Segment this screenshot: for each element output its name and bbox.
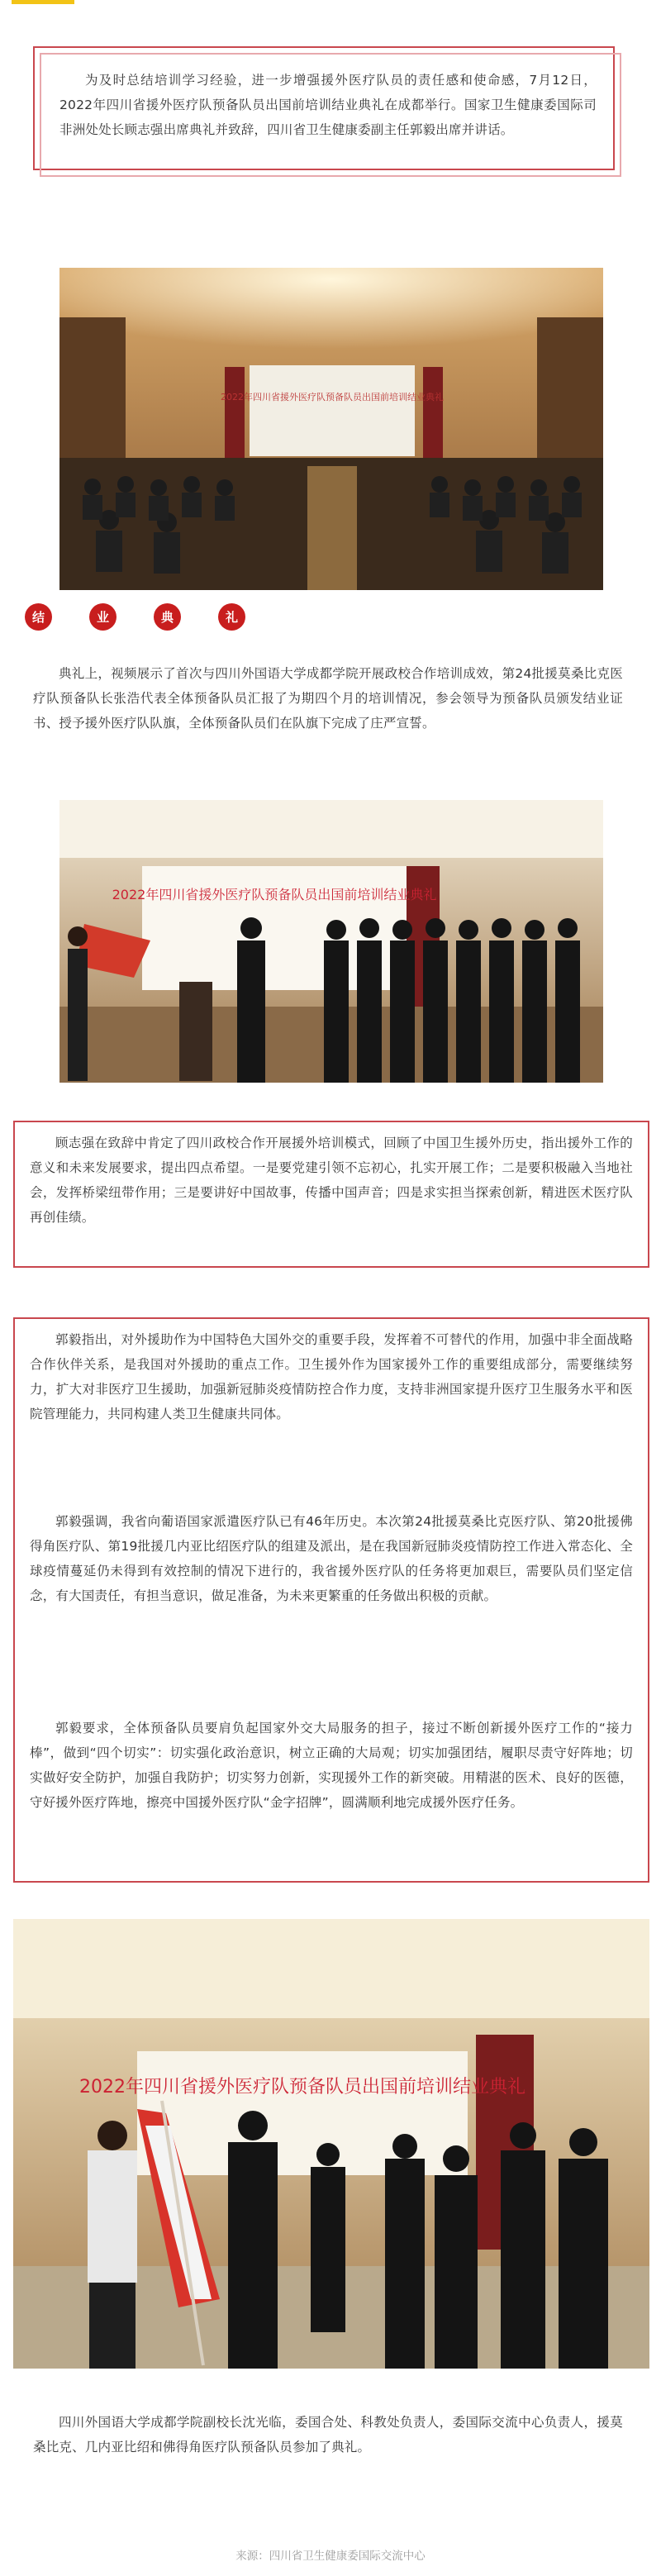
guo-speech-paragraph-3: 郭毅要求，全体预备队员要肩负起国家外交大局服务的担子，接过不断创新援外医疗工作的“接力棒”，做到“四个切实”：切实强化政治意识，树立正确的大局观；切实加强团结，履职尽责守好阵地；切实做好安全防护，加强自我防护；切实努力创新，实现援外工作的新突破。用精湛的医术、良好的医德，守好援外医疗阵地，擦亮中国援外医疗队“金字招牌”，圆满顺利地完成援外医疗任务。 — [30, 1721, 633, 1810]
gu-speech-paragraph: 顾志强在致辞中肯定了四川政校合作开展援外培训模式，回顾了中国卫生援外历史，指出援外工作的意义和未来发展要求，提出四点希望。一是要党建引领不忘初心，扎实开展工作；二是要积极融入当地社会，发挥桥梁纽带作用；三是要讲好中国故事，传播中国声音；四是求实担当探索创新，精进医术医疗队再创佳绩。 — [30, 1136, 633, 1225]
ceremony-paragraph: 典礼上，视频展示了首次与四川外国语大学成都学院开展政校合作培训成效，第24批援莫桑比克医疗队预备队长张浩代表全体预备队员汇报了为期四个月的培训情况，参会领导为预备队员颁发结业证书、授予援外医疗队队旗，全体预备队员们在队旗下完成了庄严宣誓。 — [33, 666, 623, 731]
guo-speech-paragraph-2: 郭毅强调，我省向葡语国家派遣医疗队已有46年历史。本次第24批援莫桑比克医疗队、第20批援佛得角医疗队、第19批援几内亚比绍医疗队的组建及派出，是在我国新冠肺炎疫情防控工作进入常态化、全球疫情蔓延仍未得到有效控制的情况下进行的，我省援外医疗队的任务将更加艰巨，需要队员们坚定信念，有大国责任，有担当意识，做足准备，为未来更繁重的任务做出积极的贡献。 — [30, 1514, 633, 1603]
photo3-banner: 2022年四川省援外医疗队预备队员出国前培训结业典礼 — [79, 2077, 525, 2097]
section-title-circles — [25, 603, 248, 636]
closing-paragraph: 四川外国语大学成都学院副校长沈光临，委国合处、科教处负责人，委国际交流中心负责人，援莫桑比克、几内亚比绍和佛得角医疗队预备队员参加了典礼。 — [33, 2415, 623, 2455]
photo2-banner: 2022年四川省援外医疗队预备队员出国前培训结业典礼 — [112, 887, 437, 902]
source-credit: 来源：四川省卫生健康委国际交流中心 — [235, 2550, 426, 2563]
photo-conference-hall — [59, 268, 603, 590]
intro-paragraph: 为及时总结培训学习经验，进一步增强援外医疗队员的责任感和使命感，7月12日，2022年四川省援外医疗队预备队员出国前培训结业典礼在成都举行。国家卫生健康委国际司非洲处处长顾志强出席典礼并致辞，四川省卫生健康委副主任郭毅出席并讲话。 — [59, 73, 597, 137]
guo-speech-paragraph-1: 郭毅指出，对外援助作为中国特色大国外交的重要手段，发挥着不可替代的作用，加强中非全面战略合作伙伴关系，是我国对外援助的重点工作。卫生援外作为国家援外工作的重要组成部分，需要继续努力，扩大对非医疗卫生援助，加强新冠肺炎疫情防控合作力度，支持非洲国家提升医疗卫生服务水平和医院管理能力，共同构建人类卫生健康共同体。 — [30, 1332, 633, 1421]
photo1-banner: 2022年四川省援外医疗队预备队员出国前培训结业典礼 — [221, 392, 444, 402]
top-accent-bar — [12, 0, 74, 4]
circle-char-4: 礼 — [218, 603, 245, 631]
circle-char-3: 典 — [154, 603, 181, 631]
circle-char-1: 结 — [25, 603, 52, 631]
circle-char-2: 业 — [89, 603, 117, 631]
photo-flag-ceremony — [59, 800, 603, 1083]
photo-flag-presentation — [13, 1919, 649, 2369]
